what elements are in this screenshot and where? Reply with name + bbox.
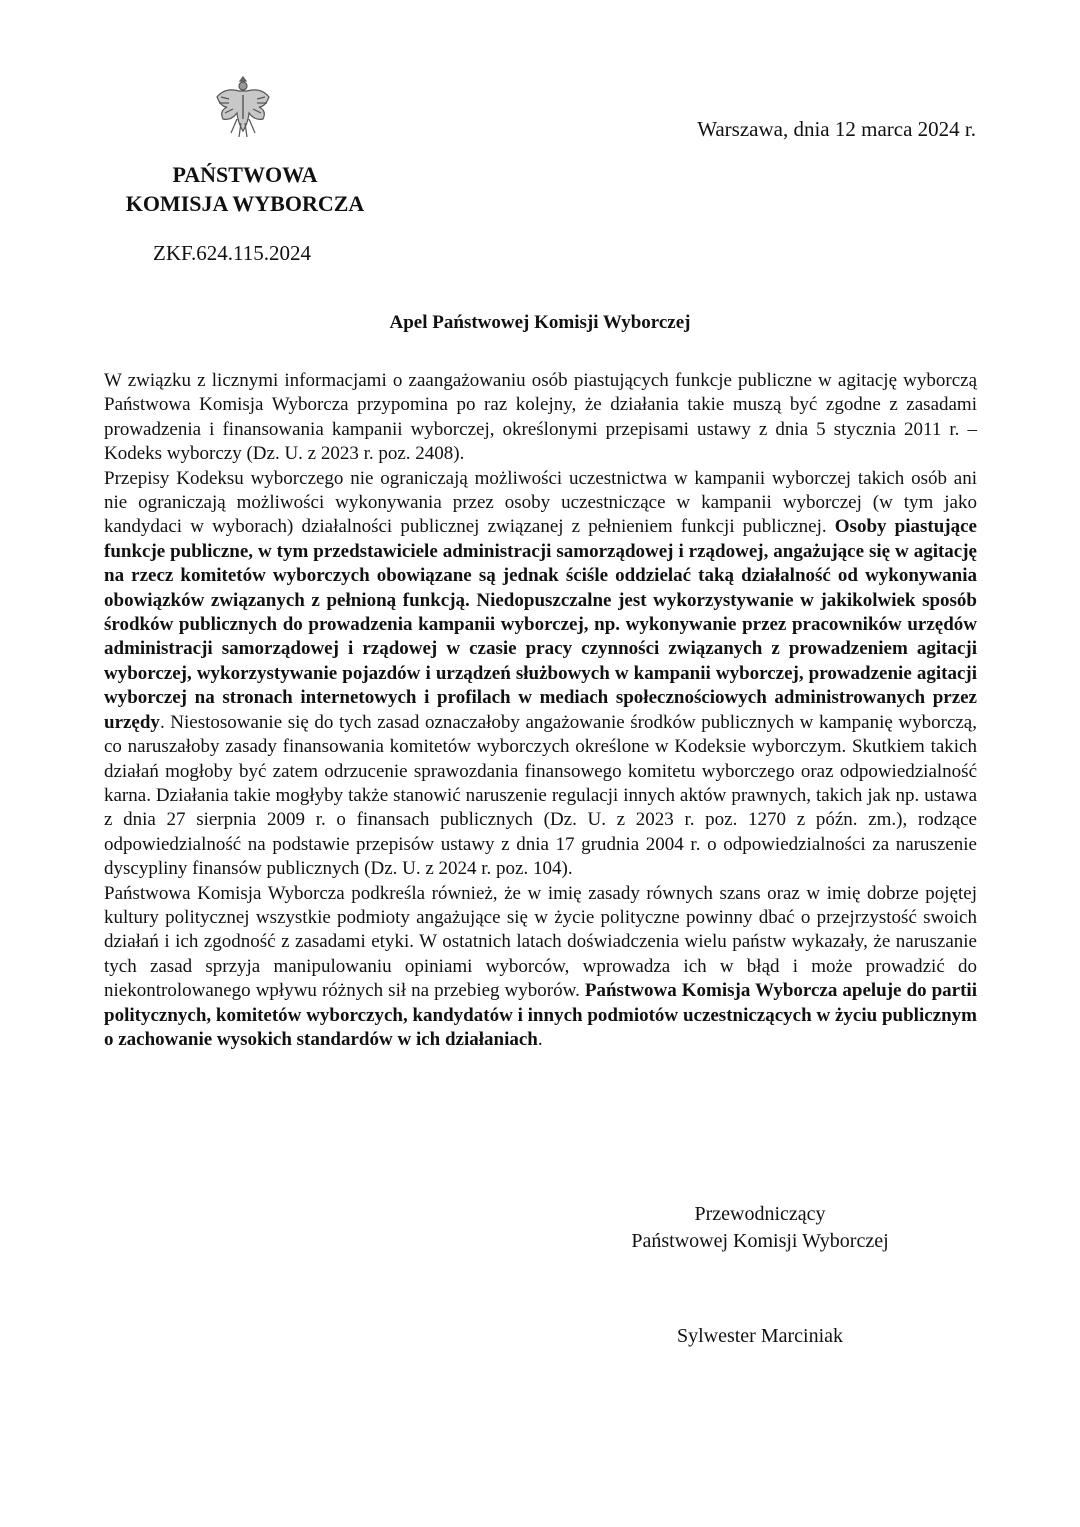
paragraph-emphasis: Państwowa Komisja Wyborcza apeluje do partii politycznych, komitetów wyborczych, kandydatów i innych podmiotów uczestniczących w życiu publicznym o zachowanie wysokich standardów w ich działaniach xyxy=(104,980,977,1050)
paragraph xyxy=(104,369,977,467)
paragraph-text: W związku z licznymi informacjami o zaangażowaniu osób piastujących funkcje publiczne w agitację wyborczą Państwowa Komisja Wyborcza przypomina po raz kolejny, że działania takie muszą być zgodne z zasadami prowadzenia i finansowania kampanii wyborczej, określonymi przepisami ustawy z dnia 5 stycznia 2011 r. – Kodeks wyborczy (Dz. U. z 2023 r. poz. 2408). xyxy=(104,370,977,465)
paragraph-text: Państwowa Komisja Wyborcza podkreśla również, że w imię zasady równych szans oraz w imię dobrze pojętej kultury politycznej wszystkie podmioty angażujące się w życie polityczne powinny dbać o przejrzystość swoich działań i ich zgodność z zasadami etyki. W ostatnich latach doświadczenia wielu państw wykazały, że naruszanie tych zasad sprzyja manipulowaniu opiniami wyborców, wprowadza ich w błąd i może prowadzić do niekontrolowanego wpływu różnych sił na przebieg wyborów. xyxy=(104,882,977,1002)
eagle-emblem-icon xyxy=(215,73,271,141)
paragraph-text: Przepisy Kodeksu wyborczego nie ograniczają możliwości uczestnictwa w kampanii wyborczej takich osób ani nie ograniczają możliwości wykonywania przez osoby uczestniczące w kampanii wyborczej (w tym jako kandydaci w wyborach) działalności publicznej związanej z pełnieniem funkcji publicznej. xyxy=(104,467,977,538)
signer-name: Sylwester Marciniak xyxy=(676,1325,844,1347)
paragraph xyxy=(104,467,977,882)
paragraph-text: . Niestosowanie się do tych zasad oznaczałoby angażowanie środków publicznych w kampanię wyborczą, co naruszałoby zasady finansowania komitetów wyborczych określone w Kodeksie wyborczym. Skutkiem takich działań mogłoby być zatem odrzucenie sprawozdania finansowego komitetu wyborczego oraz odpowiedzialność karna. Działania takie mogłyby także stanowić naruszenie regulacji innych aktów prawnych, takich jak np. ustawa z dnia 27 sierpnia 2009 r. o finansach publicznych (Dz. U. z 2023 r. poz. 1270 z późn. zm.), rodzące odpowiedzialność na podstawie przepisów ustawy z dnia 17 grudnia 2004 r. o odpowiedzialności za naruszenie dyscypliny finansów publicznych (Dz. U. z 2024 r. poz. 104). xyxy=(104,711,977,880)
document-date: Warszawa, dnia 12 marca 2024 r. xyxy=(697,117,976,141)
issuer-line-2: KOMISJA WYBORCZA xyxy=(125,191,365,216)
document-title: Apel Państwowej Komisji Wyborczej xyxy=(389,312,691,333)
signature-role-line-2: Państwowej Komisji Wyborczej xyxy=(631,1230,889,1252)
reference-number: ZKF.624.115.2024 xyxy=(153,241,311,265)
document-body xyxy=(104,369,977,1052)
issuer-line-1: PAŃSTWOWA xyxy=(172,162,318,187)
signature-role-line-1: Przewodniczący xyxy=(694,1203,826,1225)
paragraph-text: . xyxy=(537,1028,543,1050)
paragraph xyxy=(104,882,977,1053)
issuer-name xyxy=(95,160,395,218)
paragraph-emphasis: Osoby piastujące funkcje publiczne, w tym przedstawiciele administracji samorządowej i rządowej, angażujące się w agitację na rzecz komitetów wyborczych obowiązane są jednak ściśle oddzielać taką działalność od wykonywania obowiązków związanych z pełnioną funkcją. Niedopuszczalne jest wykorzystywanie w jakikolwiek sposób środków publicznych do prowadzenia kampanii wyborczej, np. wykonywanie przez pracowników urzędów administracji samorządowej i rządowej w czasie pracy czynności związanych z prowadzeniem agitacji wyborczej, wykorzystywanie pojazdów i urządzeń służbowych w kampanii wyborczej, prowadzenie agitacji wyborczej na stronach internetowych i profilach w mediach społecznościowych administrowanych przez urzędy xyxy=(104,516,977,733)
